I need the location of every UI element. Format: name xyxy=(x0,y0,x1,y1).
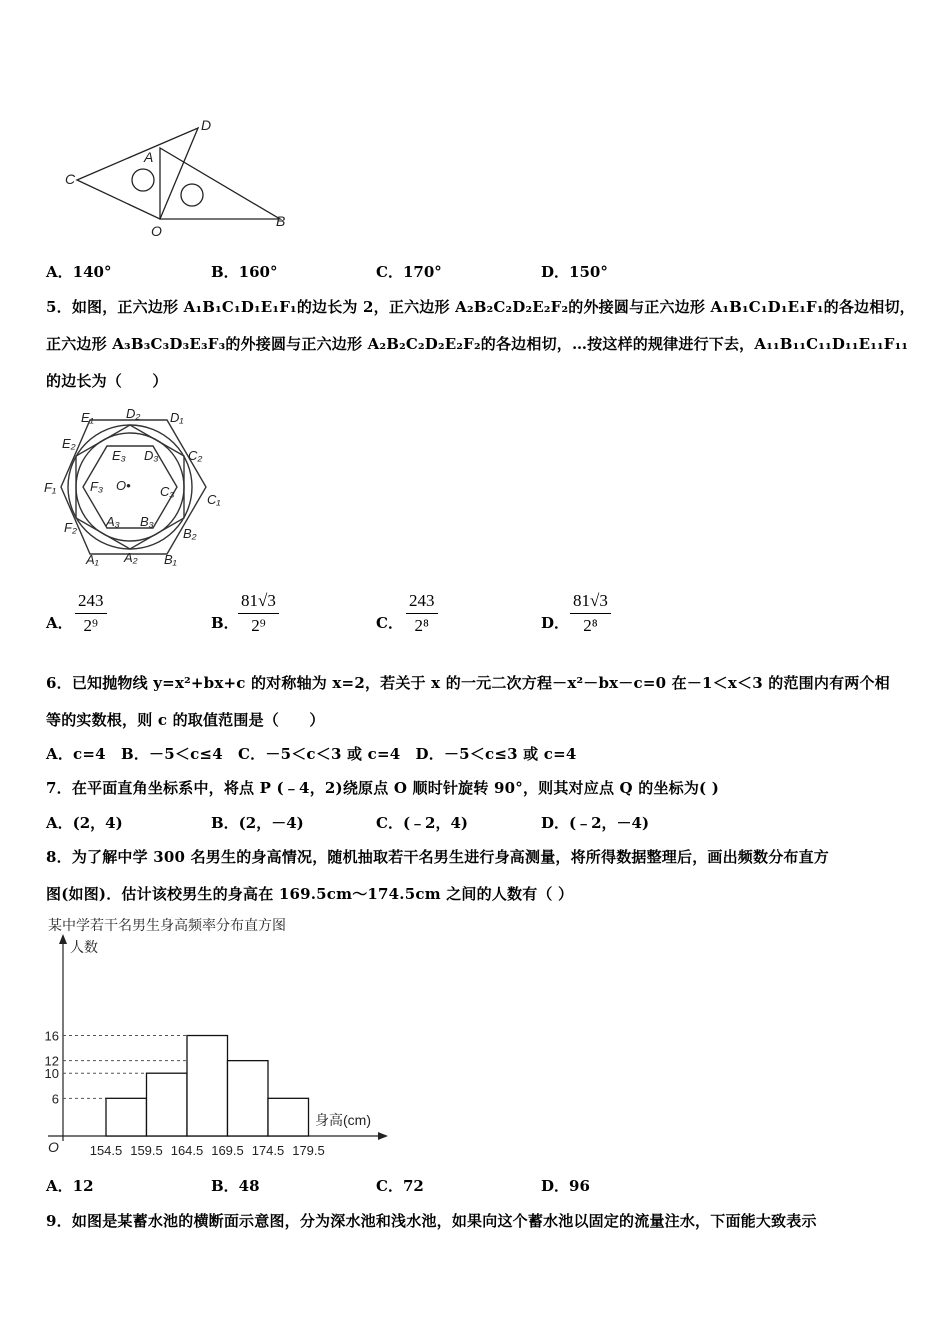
label-a3: A₃ xyxy=(106,514,120,529)
q9-text-line1: 9．如图是某蓄水池的横断面示意图，分为深水池和浅水池，如果向这个蓄水池以固定的流量注水，下面能大致表示 xyxy=(46,1212,817,1230)
label-b: B xyxy=(276,213,286,229)
q7-option-d: D．(﹣2，－4) xyxy=(541,814,650,832)
histogram-bar-164.5-169.5 xyxy=(187,1036,228,1136)
q4-option-c: C．170° xyxy=(376,263,442,281)
right-angle-marker-1 xyxy=(132,169,154,191)
q5-option-d-label: D． xyxy=(541,614,570,632)
q4-option-a: A．140° xyxy=(46,263,112,281)
q5-option-c-fraction xyxy=(406,591,438,636)
q8-text-line2: 图(如图)．估计该校男生的身高在 169.5cm～174.5cm 之间的人数有（ ） xyxy=(46,885,574,903)
y-tick-label-12: 12 xyxy=(44,1053,59,1069)
label-f3: F₃ xyxy=(90,479,104,494)
x-tick-label-169.5: 169.5 xyxy=(211,1143,244,1158)
y-axis-arrow xyxy=(59,934,67,944)
q5-option-a-denominator: 2⁹ xyxy=(83,616,98,635)
label-b2: B₂ xyxy=(183,526,197,541)
origin-label: O xyxy=(48,1139,59,1155)
q5-option-b-denominator: 2⁹ xyxy=(251,616,266,635)
x-tick-label-154.5: 154.5 xyxy=(89,1143,123,1158)
q7-option-b: B．(2，－4) xyxy=(211,814,304,832)
q5-text-line2: 正六边形 A₃B₃C₃D₃E₃F₃的外接圆与正六边形 A₂B₂C₂D₂E₂F₂的各边相切，…按这样的规律进行下去，A₁₁B₁₁C₁₁D₁₁E₁₁F₁₁ xyxy=(46,335,909,353)
label-d3: D₃ xyxy=(144,448,159,463)
x-tick-label-164.5: 164.5 xyxy=(170,1143,204,1158)
y-axis-label: 人数 xyxy=(70,939,98,955)
label-d2: D₂ xyxy=(126,406,141,421)
label-c1: C₁ xyxy=(207,492,221,507)
label-e3: E₃ xyxy=(112,448,126,463)
label-center-o: O• xyxy=(116,478,131,493)
q5-option-a-label: A． xyxy=(46,614,73,632)
histogram-bar-159.5-164.5 xyxy=(147,1073,188,1136)
q8-option-b: B．48 xyxy=(211,1177,260,1195)
q8-option-d: D．96 xyxy=(541,1177,590,1195)
x-tick-label-159.5: 159.5 xyxy=(130,1143,163,1158)
label-d: D xyxy=(201,118,212,133)
label-a1: A₁ xyxy=(86,552,99,567)
q5-option-d-denominator: 2⁸ xyxy=(583,616,598,635)
q5-option-d-fraction xyxy=(570,591,611,636)
q5-option-c-label: C． xyxy=(376,614,403,632)
q7-option-c: C．(﹣2，4) xyxy=(376,814,469,832)
q5-option-b-numerator: 81√3 xyxy=(238,591,279,614)
y-tick-label-6: 6 xyxy=(51,1091,59,1107)
q5-option-a-fraction xyxy=(75,591,107,636)
q8-option-a: A．12 xyxy=(46,1177,94,1195)
q4-option-d: D．150° xyxy=(541,263,608,281)
q6-options: A．c=4 B．－5＜c≤4 C．－5＜c＜3 或 c=4 D．－5＜c≤3 或 c=4 xyxy=(46,745,577,763)
q5-option-b-label: B． xyxy=(211,614,239,632)
label-o: O xyxy=(151,223,162,239)
label-d1: D₁ xyxy=(170,410,184,425)
histogram-bar-169.5-174.5 xyxy=(228,1061,269,1136)
x-axis-arrow xyxy=(378,1132,388,1140)
q8-text-line1: 8．为了解中学 300 名男生的身高情况，随机抽取若干名男生进行身高测量，将所得数据整理后，画出频数分布直方 xyxy=(46,848,829,866)
x-axis-label: 身高(cm) xyxy=(315,1112,371,1128)
q5-option-c-numerator: 243 xyxy=(406,591,438,614)
triangle-cod xyxy=(77,128,198,219)
label-f1: F₁ xyxy=(44,480,57,495)
q5-option-d-numerator: 81√3 xyxy=(570,591,611,614)
label-a2: A₂ xyxy=(124,550,138,565)
height-histogram xyxy=(40,912,400,1167)
triangle-aob xyxy=(160,148,280,219)
q5-option-a-numerator: 243 xyxy=(75,591,107,614)
label-b3: B₃ xyxy=(140,514,154,529)
q5-hexagon-figure xyxy=(40,402,235,572)
label-e1: E₁ xyxy=(81,410,94,425)
label-c2: C₂ xyxy=(188,448,203,463)
x-tick-label-174.5: 174.5 xyxy=(251,1143,285,1158)
q7-text-line1: 7．在平面直角坐标系中，将点 P (﹣4，2)绕原点 O 顺时针旋转 90°，则其对应点 Q 的坐标为( ) xyxy=(46,779,720,797)
q5-text-line3: 的边长为（ ） xyxy=(46,372,168,390)
q6-text-line1: 6．已知抛物线 y=x²+bx+c 的对称轴为 x=2，若关于 x 的一元二次方程－x²－bx－c=0 在－1＜x＜3 的范围内有两个相 xyxy=(46,674,890,692)
q5-text-line1: 5．如图，正六边形 A₁B₁C₁D₁E₁F₁的边长为 2，正六边形 A₂B₂C₂D₂E₂F₂的外接圆与正六边形 A₁B₁C₁D₁E₁F₁的各边相切， xyxy=(46,298,915,316)
label-a: A xyxy=(144,149,154,165)
label-b1: B₁ xyxy=(164,552,177,567)
label-c: C xyxy=(65,171,76,187)
histogram-bar-174.5-179.5 xyxy=(268,1098,309,1136)
y-tick-label-16: 16 xyxy=(44,1028,59,1044)
label-f2: F₂ xyxy=(64,520,77,535)
label-e2: E₂ xyxy=(62,436,76,451)
y-tick-label-10: 10 xyxy=(44,1066,59,1082)
q7-option-a: A．(2，4) xyxy=(46,814,123,832)
label-c3: C₃ xyxy=(160,484,175,499)
x-tick-label-179.5: 179.5 xyxy=(292,1143,325,1158)
q5-option-b-fraction xyxy=(238,591,279,636)
q4-figure xyxy=(60,118,300,242)
q4-option-b: B．160° xyxy=(211,263,278,281)
q8-option-c: C．72 xyxy=(376,1177,424,1195)
q6-text-line2: 等的实数根，则 c 的取值范围是（ ） xyxy=(46,711,325,729)
histogram-bar-154.5-159.5 xyxy=(106,1098,147,1136)
chart-title: 某中学若干名男生身高频率分布直方图 xyxy=(48,917,286,933)
q5-option-c-denominator: 2⁸ xyxy=(414,616,429,635)
right-angle-marker-2 xyxy=(181,184,203,206)
